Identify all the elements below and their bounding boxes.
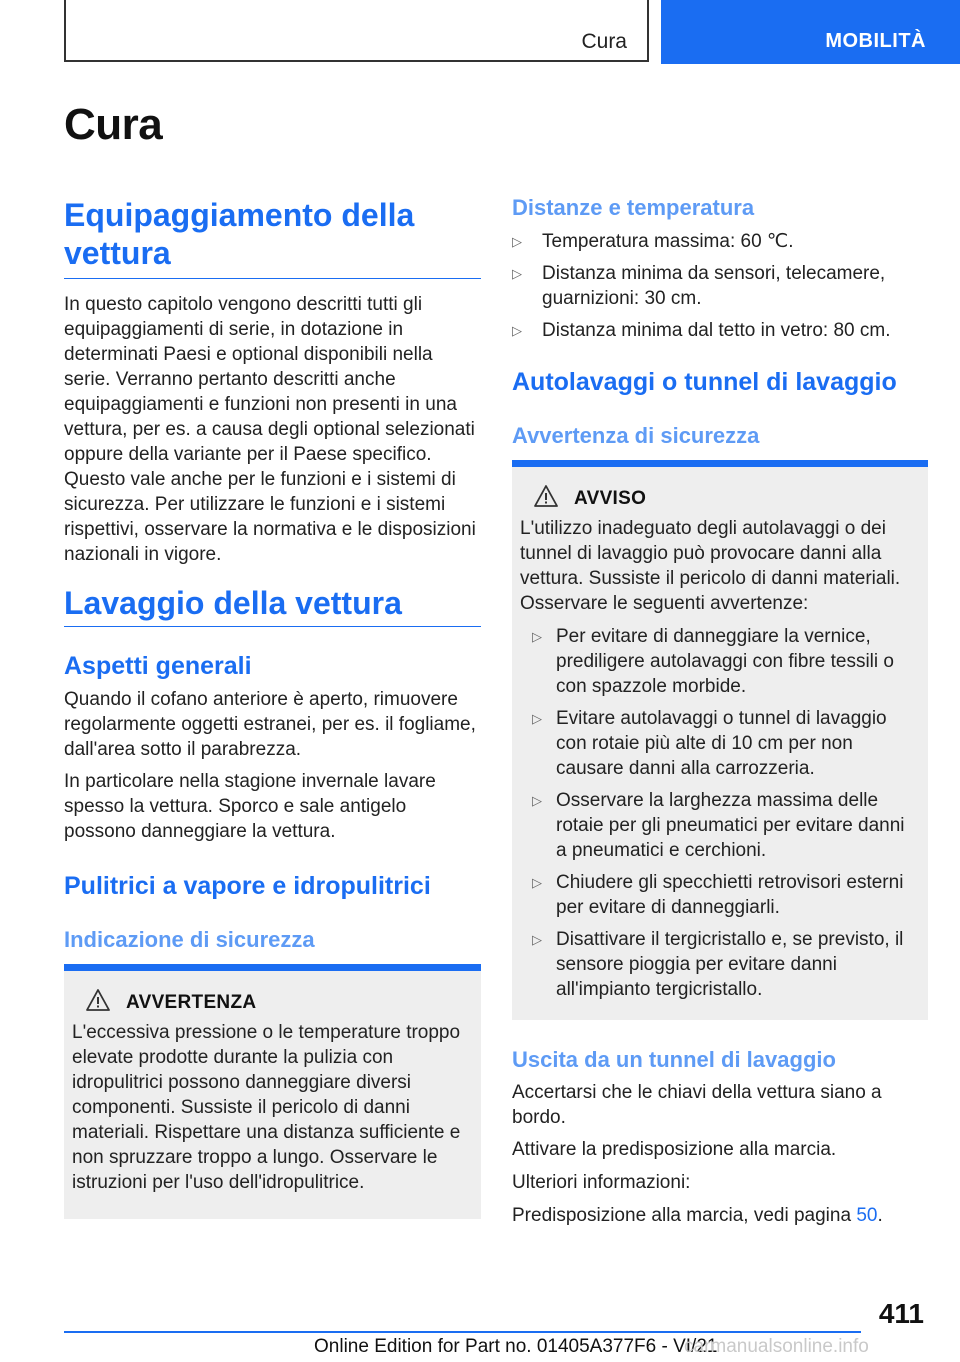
list-item: ▷ Distanza minima dal tetto in vetro: 80 cm. bbox=[512, 320, 891, 341]
chapter-tab[interactable] bbox=[661, 0, 960, 64]
list-item: ▷ Disattivare il tergicristallo e, se previsto, il sensore pioggia per evitare danni all'impianto tergicristallo. bbox=[532, 929, 904, 1000]
warning-title: AVVERTENZA bbox=[126, 991, 257, 1013]
warning-box-avviso bbox=[512, 460, 928, 1020]
header-bar bbox=[64, 0, 649, 62]
page-number: 411 bbox=[878, 1298, 924, 1329]
triangle-bullet-icon: ▷ bbox=[532, 629, 542, 644]
page-link[interactable]: 50 bbox=[856, 1205, 878, 1226]
warning-title: AVVISO bbox=[574, 487, 647, 509]
triangle-bullet-icon: ▷ bbox=[532, 793, 542, 808]
list-item: ▷ Distanza minima da sensori, telecamere, guarnizioni: 30 cm. bbox=[512, 263, 886, 309]
list-item: ▷ Per evitare di danneggiare la vernice, prediligere autolavaggi con fibre tessili o con spazzole morbide. bbox=[532, 626, 894, 697]
list-item: ▷ Evitare autolavaggi o tunnel di lavaggio con rotaie più alte di 10 cm per non causare danni alla carrozzeria. bbox=[532, 708, 887, 779]
warning-box-avvertenza bbox=[64, 964, 481, 1219]
triangle-bullet-icon: ▷ bbox=[512, 323, 522, 338]
list-item: ▷ Chiudere gli specchietti retrovisori esterni per evitare di danneggiarli. bbox=[532, 872, 904, 918]
list-item: ▷ Osservare la larghezza massima delle rotaie per gli pneumatici per evitare danni a pneumatici e cerchioni. bbox=[532, 790, 905, 861]
triangle-bullet-icon: ▷ bbox=[532, 875, 542, 890]
paragraph-uscita-4: Predisposizione alla marcia, vedi pagina 50. bbox=[512, 1205, 883, 1226]
footer-rule bbox=[64, 1331, 861, 1333]
heading-avvertenza-sicurezza: Avvertenza di sicurezza bbox=[512, 423, 760, 448]
triangle-bullet-icon: ▷ bbox=[512, 234, 522, 249]
heading-indicazione-sicurezza: Indicazione di sicurezza bbox=[64, 927, 315, 952]
warning-text: L'eccessiva pressione o le temperature troppo elevate prodotte durante la pulizia con idropulitrici possono danneggiare diversi componenti. Sussiste il pericolo di danni materiali. Rispettare una distanza sufficiente e non spruzzare troppo a lungo. Osservare le istruzioni per l'uso dell'idropulitrice. bbox=[72, 1022, 461, 1193]
warning-triangle-icon bbox=[86, 989, 110, 1016]
warning-triangle-icon bbox=[534, 485, 558, 512]
list-distanze bbox=[512, 229, 928, 350]
warning-text: L'utilizzo inadeguato degli autolavaggi o dei tunnel di lavaggio può provocare danni alla vettura. Sussiste il pericolo di danni materiali. Osservare le seguenti avvertenze: bbox=[520, 518, 901, 614]
page-title: Cura bbox=[64, 100, 163, 149]
paragraph-aspetti-1: Quando il cofano anteriore è aperto, rimuovere regolarmente oggetti estranei, per es. il fogliame, dall'area sotto il parabrezza. bbox=[64, 689, 476, 760]
heading-aspetti-generali: Aspetti generali bbox=[64, 652, 252, 680]
paragraph-uscita-3: Ulteriori informazioni: bbox=[512, 1172, 691, 1193]
paragraph-uscita-2: Attivare la predisposizione alla marcia. bbox=[512, 1139, 837, 1160]
edition-text: Online Edition for Part no. 01405A377F6 - VI/21 bbox=[314, 1336, 718, 1357]
heading-pulitrici: Pulitrici a vapore e idropulitrici bbox=[64, 872, 431, 900]
paragraph-uscita-1: Accertarsi che le chiavi della vettura siano a bordo. bbox=[512, 1082, 882, 1128]
paragraph-equipaggiamento: In questo capitolo vengono descritti tutti gli equipaggiamenti di serie, in dotazione in determinati Paesi e optional disponibili nella serie. Verranno pertanto descritti anche equipaggiamenti e funzioni non presenti in una vettura, per es. a causa degli optional selezionati oppure della variante per il Paese specifico. Questo vale anche per le funzioni e i sistemi di sicurezza. Per utilizzare le funzioni e i sistemi rispettivi, osservare la normativa e le disposizioni nazionali in vigore. bbox=[64, 294, 476, 565]
triangle-bullet-icon: ▷ bbox=[512, 266, 522, 281]
paragraph-aspetti-2: In particolare nella stagione invernale lavare spesso la vettura. Sporco e sale antigelo possono danneggiare la vettura. bbox=[64, 771, 436, 842]
list-item: ▷ Temperatura massima: 60 ℃. bbox=[512, 231, 794, 252]
heading-equipaggiamento: Equipaggiamento della vettura bbox=[64, 196, 481, 279]
chapter-tab-label: MOBILITÀ bbox=[825, 30, 926, 52]
heading-distanze: Distanze e temperatura bbox=[512, 195, 755, 220]
heading-uscita: Uscita da un tunnel di lavaggio bbox=[512, 1047, 836, 1072]
heading-autolavaggi: Autolavaggi o tunnel di lavaggio bbox=[512, 368, 897, 396]
triangle-bullet-icon: ▷ bbox=[532, 932, 542, 947]
section-label: Cura bbox=[581, 30, 627, 53]
warning-list bbox=[520, 624, 920, 1002]
heading-lavaggio: Lavaggio della vettura bbox=[64, 584, 481, 627]
triangle-bullet-icon: ▷ bbox=[532, 711, 542, 726]
watermark: carmanualsonline.info bbox=[684, 1336, 869, 1357]
